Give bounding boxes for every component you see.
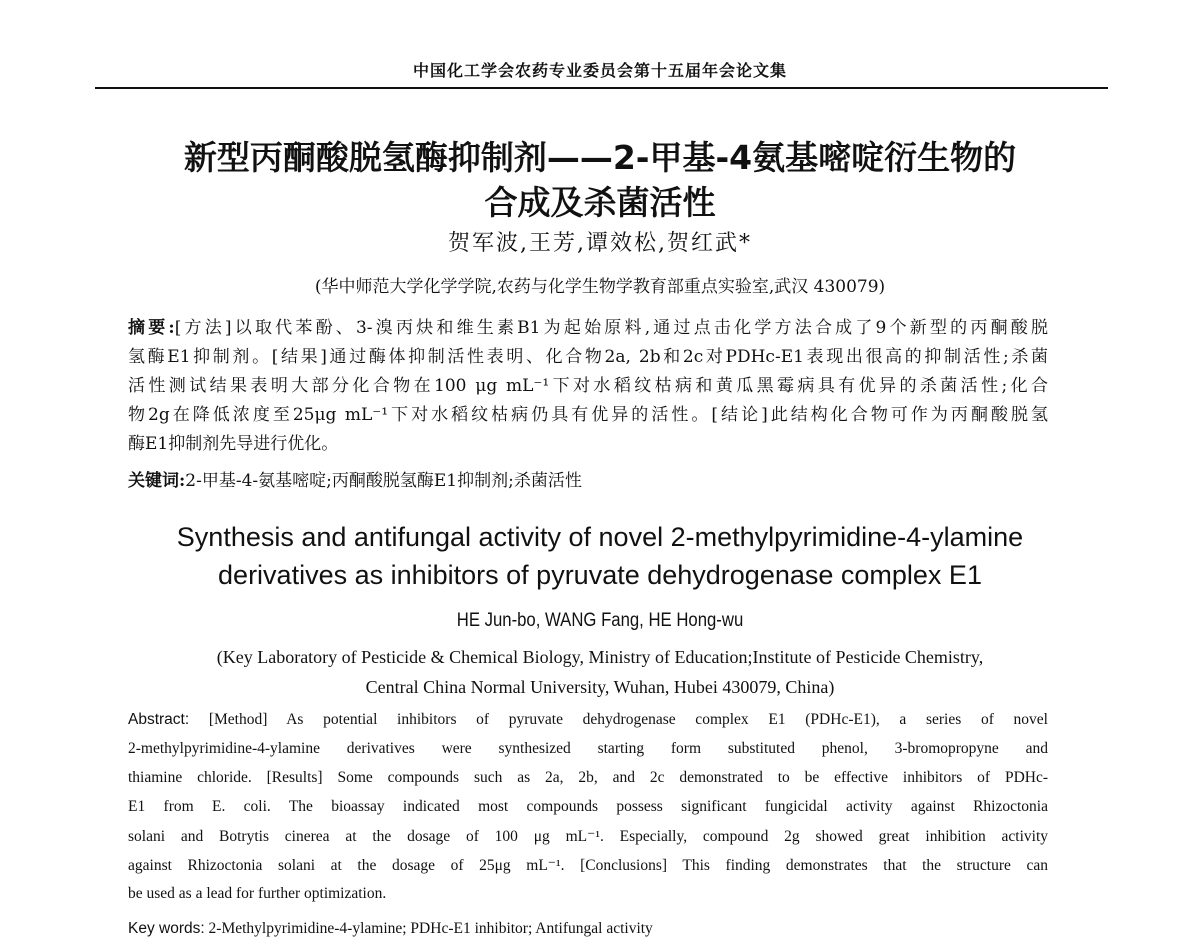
cn-abstract-line: 活性测试结果表明大部分化合物在100 μg mL⁻¹下对水稻纹枯病和黄瓜黑霉病具有优异的杀菌活性;化合: [128, 376, 1048, 396]
cn-authors: 贺军波,王芳,谭效松,贺红武*: [448, 231, 752, 256]
cn-title-line-2: 合成及杀菌活性: [484, 183, 716, 222]
en-abstract-line: E1 from E. coli. The bioassay indicated most compounds possess significant fungicidal activity against Rhizoctonia: [128, 798, 1048, 815]
en-affiliation-line-1: (Key Laboratory of Pesticide & Chemical Biology, Ministry of Education;Institute of Pesticide Chemistry,: [216, 647, 984, 667]
en-abstract-line: solani and Botrytis cinerea at the dosage of 100 μg mL⁻¹. Especially, compound 2g showed great inhibition activity: [128, 828, 1048, 845]
en-abstract-line: thiamine chloride. [Results] Some compounds such as 2a, 2b, and 2c demonstrated to be effective inhibitors of PDHc-: [128, 769, 1048, 786]
cn-keywords-label: 关键词:: [128, 471, 186, 491]
cn-abstract-line: 物2g在降低浓度至25μg mL⁻¹下对水稻纹枯病仍具有优异的活性。[结论]此结构化合物可作为丙酮酸脱氢: [128, 405, 1048, 425]
cn-affiliation: (华中师范大学化学学院,农药与化学生物学教育部重点实验室,武汉 430079): [314, 277, 886, 297]
cn-abstract-line: 摘要:[方法]以取代苯酚、3-溴丙炔和维生素B1为起始原料,通过点击化学方法合成了9个新型的丙酮酸脱: [128, 318, 1048, 338]
cn-abstract-line: 氢酶E1抑制剂。[结果]通过酶体抑制活性表明、化合物2a, 2b和2c对PDHc-E1表现出很高的抑制活性;杀菌: [128, 347, 1048, 367]
en-abstract-line: Abstract: [Method] As potential inhibitors of pyruvate dehydrogenase complex E1 (PDHc-E1), a series of novel: [128, 711, 1048, 728]
en-keywords: Key words: 2-Methylpyrimidine-4-ylamine; PDHc-E1 inhibitor; Antifungal activity: [128, 920, 653, 937]
cn-abstract-line: 酶E1抑制剂先导进行优化。: [128, 434, 339, 454]
header-rule: [95, 87, 1108, 89]
en-affiliation-line-2: Central China Normal University, Wuhan, Hubei 430079, China): [365, 677, 835, 697]
en-authors: HE Jun-bo, WANG Fang, HE Hong-wu: [456, 610, 744, 631]
en-keywords-label: Key words:: [128, 920, 205, 937]
en-title-line-1: Synthesis and antifungal activity of novel 2-methylpyrimidine-4-ylamine: [176, 522, 1024, 552]
en-abstract-label: Abstract:: [128, 711, 190, 728]
cn-title-line-1: 新型丙酮酸脱氢酶抑制剂——2-甲基-4氨基嘧啶衍生物的: [183, 138, 1017, 177]
en-abstract-line: be used as a lead for further optimization.: [128, 885, 387, 902]
en-title-line-2: derivatives as inhibitors of pyruvate dehydrogenase complex E1: [218, 560, 982, 590]
cn-abstract-label: 摘要:: [128, 318, 175, 338]
cn-keywords: 关键词:2-甲基-4-氨基嘧啶;丙酮酸脱氢酶E1抑制剂;杀菌活性: [128, 471, 582, 491]
en-abstract-line: against Rhizoctonia solani at the dosage of 25μg mL⁻¹. [Conclusions] This finding demonstrates that the structure can: [128, 857, 1048, 874]
en-abstract-line: 2-methylpyrimidine-4-ylamine derivatives were synthesized starting form substituted phenol, 3-bromopropyne and: [128, 740, 1048, 757]
running-head: 中国化工学会农药专业委员会第十五届年会论文集: [412, 61, 787, 80]
